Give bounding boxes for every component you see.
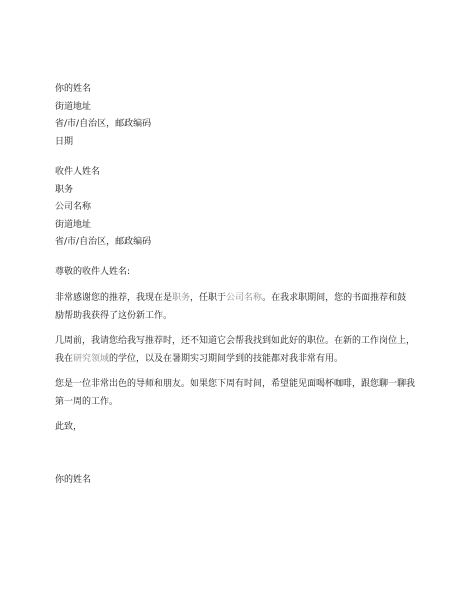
paragraph2-text-b: 的学位，以及在暑期实习期间学到的技能都对我非常有用。 bbox=[109, 353, 344, 364]
recipient-address-block bbox=[55, 164, 415, 252]
paragraph1-text-a: 非常感谢您的推荐，我现在是 bbox=[55, 293, 173, 303]
sender-name[interactable]: 你的姓名 bbox=[55, 84, 92, 94]
paragraph2-text-a: 几周前，我请您给我写推荐时，还不知道它会帮我找到如此好的职位。在新的工作岗位上，我在 bbox=[55, 336, 416, 364]
recipient-name[interactable]: 收件人姓名 bbox=[55, 167, 101, 177]
signature-name[interactable]: 你的姓名 bbox=[55, 475, 92, 485]
recipient-city-line[interactable]: 省/市/自治区，邮政编码 bbox=[55, 237, 152, 247]
letter-date[interactable]: 日期 bbox=[55, 136, 74, 147]
recipient-company[interactable]: 公司名称 bbox=[55, 202, 92, 212]
paragraph1-text-c: 。在我求职期间，您的书面推荐和鼓励帮助我获得了这份新工作。 bbox=[55, 293, 407, 321]
placeholder-company-name[interactable]: 公司名称 bbox=[226, 293, 263, 303]
body-paragraph-3[interactable]: 您是一位非常出色的导师和朋友。如果您下周有时间，希望能见面喝杯咖啡，跟您聊一聊我第一周的工作。 bbox=[55, 379, 416, 407]
sender-city-line[interactable]: 省/市/自治区，邮政编码 bbox=[55, 119, 152, 129]
sender-address-block bbox=[55, 81, 415, 151]
recipient-title[interactable]: 职务 bbox=[55, 184, 74, 195]
salutation[interactable]: 尊敬的收件人姓名: bbox=[55, 267, 131, 277]
recipient-street[interactable]: 街道地址 bbox=[55, 219, 92, 230]
paragraph1-text-b: ，任职于 bbox=[190, 293, 227, 303]
sender-street[interactable]: 街道地址 bbox=[55, 101, 92, 112]
closing[interactable]: 此致， bbox=[55, 422, 83, 432]
placeholder-field-of-study[interactable]: 研究领域 bbox=[73, 353, 110, 364]
body-paragraph-1[interactable] bbox=[55, 290, 415, 325]
placeholder-job-title[interactable]: 职务 bbox=[172, 293, 191, 303]
body-paragraph-2[interactable] bbox=[55, 333, 415, 368]
